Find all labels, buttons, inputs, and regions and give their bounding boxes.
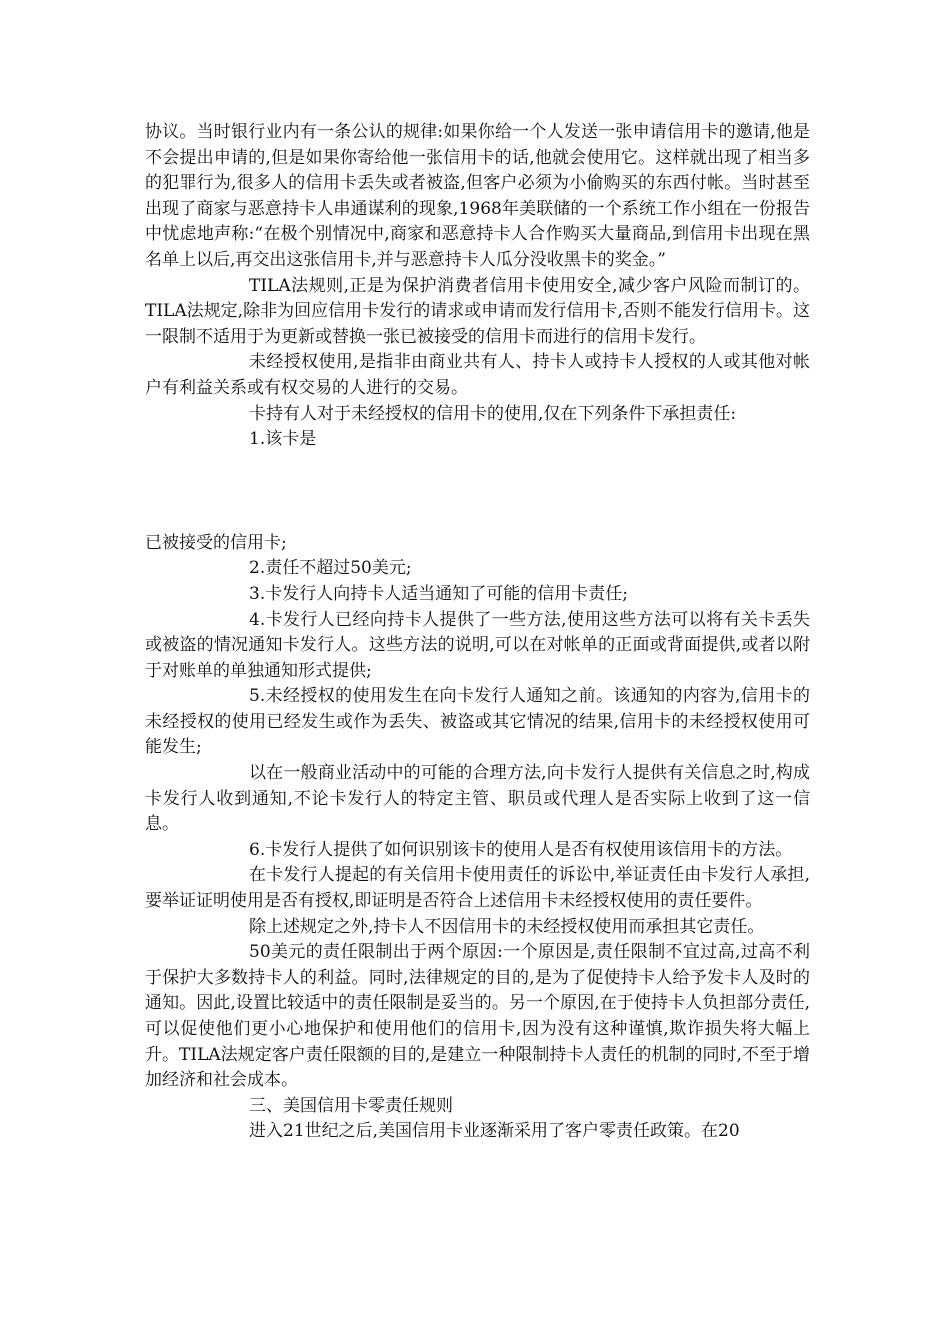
section-heading: 三、美国信用卡零责任规则 [249, 1095, 453, 1116]
paragraph: 协议。当时银行业内有一条公认的规律:如果你给一个人发送一张申请信用卡的邀请,他是不会提出申请的,但是如果你寄给他一张信用卡的话,他就会使用它。这样就出现了相当多的犯罪行为,很多人的信用卡丢失或者被盗,但客户必须为小偷购买的东西付帐。当时甚至出现了商家与恶意持卡人串通谋利的现象,1968年美联储的一个系统工作小组在一份报告中忧虑地声称:“在极个别情况中,商家和恶意持卡人合作购买大量商品,到信用卡出现在黑名单上以后,再交出这张信用卡,并与恶意持卡人瓜分没收黑卡的奖金。” [145, 122, 810, 270]
paragraph: 已被接受的信用卡; [145, 532, 287, 553]
page-break-gap [145, 453, 810, 531]
list-item: 3.卡发行人向持卡人适当通知了可能的信用卡责任; [249, 583, 628, 604]
list-item: 2.责任不超过50美元; [249, 558, 412, 579]
paragraph: 50美元的责任限制出于两个原因:一个原因是,责任限制不宜过高,过高不利于保护大多数持卡人的利益。同时,法律规定的目的,是为了促使持卡人给予发卡人及时的通知。因此,设置比较适中的责任限制是妥当的。另一个原因,在于使持卡人负担部分责任,可以促使他们更小心地保护和使用他们的信用卡,因为没有这种谨慎,欺诈损失将大幅上升。TILA法规定客户责任限额的目的,是建立一种限制持卡人责任的机制的同时,不至于增加经济和社会成本。 [145, 942, 810, 1091]
list-item: 4.卡发行人已经向持卡人提供了一些方法,使用这些方法可以将有关卡丢失或被盗的情况通知卡发行人。这些方法的说明,可以在对帐单的正面或背面提供,或者以附于对账单的单独通知形式提供; [145, 609, 810, 681]
list-item: 1.该卡是 [249, 429, 317, 450]
paragraph: 除上述规定之外,持卡人不因信用卡的未经授权使用而承担其它责任。 [249, 916, 765, 937]
paragraph: 在卡发行人提起的有关信用卡使用责任的诉讼中,举证责任由卡发行人承担,要举证证明使用是否有授权,即证明是否符合上述信用卡未经授权使用的责任要件。 [145, 865, 810, 912]
paragraph: 卡持有人对于未经授权的信用卡的使用,仅在下列条件下承担责任: [249, 403, 737, 424]
paragraph: 进入21世纪之后,美国信用卡业逐渐采用了客户零责任政策。在20 [249, 1121, 740, 1142]
list-item: 6.卡发行人提供了如何识别该卡的使用人是否有权使用该信用卡的方法。 [249, 839, 793, 860]
paragraph: 以在一般商业活动中的可能的合理方法,向卡发行人提供有关信息之时,构成卡发行人收到通知,不论卡发行人的特定主管、职员或代理人是否实际上收到了这一信息。 [145, 763, 810, 835]
paragraph: 未经授权使用,是指非由商业共有人、持卡人或持卡人授权的人或其他对帐户有利益关系或有权交易的人进行的交易。 [145, 352, 810, 398]
list-item: 5.未经授权的使用发生在向卡发行人通知之前。该通知的内容为,信用卡的未经授权的使用已经发生或作为丢失、被盗或其它情况的结果,信用卡的未经授权使用可能发生; [145, 686, 810, 758]
document-body [145, 120, 810, 1145]
paragraph: TILA法规则,正是为保护消费者信用卡使用安全,减少客户风险而制订的。TILA法规定,除非为回应信用卡发行的请求或申请而发行信用卡,否则不能发行信用卡。这一限制不适用于为更新或替换一张已被接受的信用卡而进行的信用卡发行。 [145, 275, 810, 347]
